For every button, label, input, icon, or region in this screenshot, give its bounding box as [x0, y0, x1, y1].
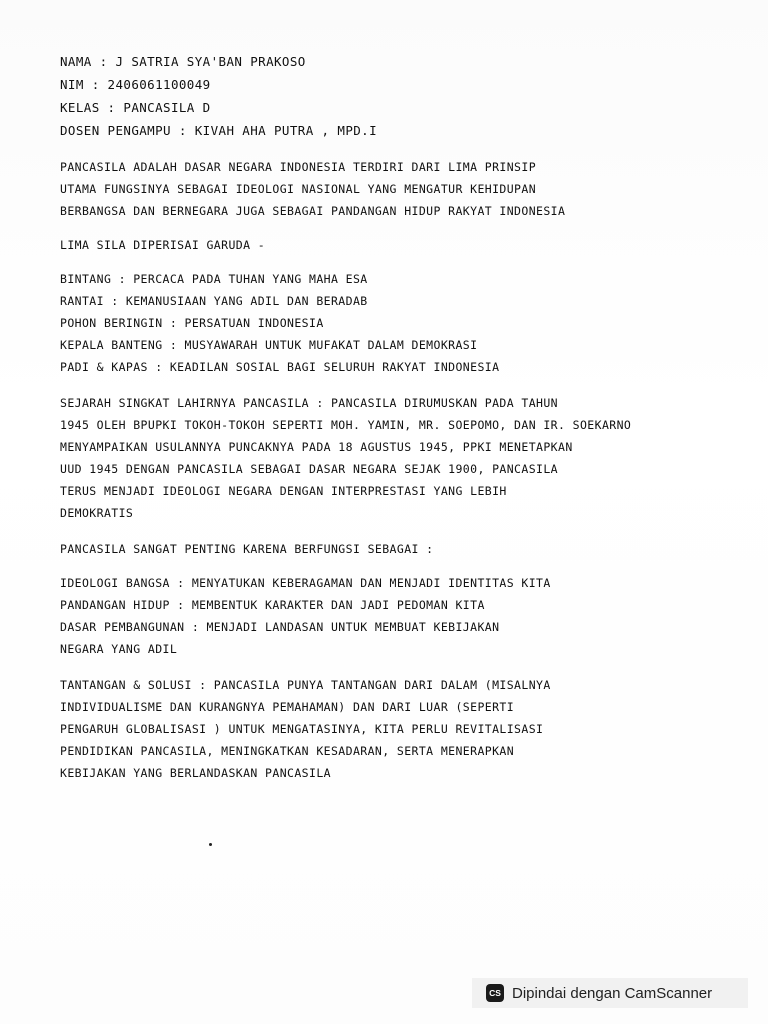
importance-heading-block	[60, 538, 720, 560]
lecturer: DOSEN PENGAMPU : KIVAH AHA PUTRA , MPD.I	[60, 123, 378, 138]
importance-heading: PANCASILA SANGAT PENTING KARENA BERFUNGSI SEBAGAI :	[60, 542, 434, 556]
importance-item: IDEOLOGI BANGSA : MENYATUKAN KEBERAGAMAN DAN MENJADI IDENTITAS KITA	[60, 576, 551, 590]
history-line: MENYAMPAIKAN USULANNYA PUNCAKNYA PADA 18 AGUSTUS 1945, PPKI MENETAPKAN	[60, 440, 573, 454]
importance-list	[60, 572, 720, 660]
intro-line: UTAMA FUNGSINYA SEBAGAI IDEOLOGI NASIONAL YANG MENGATUR KEHIDUPAN	[60, 182, 537, 196]
importance-item: PANDANGAN HIDUP : MEMBENTUK KARAKTER DAN JADI PEDOMAN KITA	[60, 598, 485, 612]
lima-sila-heading: LIMA SILA DIPERISAI GARUDA -	[60, 238, 266, 252]
challenges-paragraph	[60, 674, 720, 784]
intro-line: PANCASILA ADALAH DASAR NEGARA INDONESIA TERDIRI DARI LIMA PRINSIP	[60, 160, 537, 174]
history-paragraph	[60, 392, 720, 524]
student-nim: NIM : 2406061100049	[60, 77, 211, 92]
history-line: 1945 OLEH BPUPKI TOKOH-TOKOH SEPERTI MOH. YAMIN, MR. SOEPOMO, DAN IR. SOEKARNO	[60, 418, 632, 432]
history-line: TERUS MENJADI IDEOLOGI NEGARA DENGAN INTERPRESTASI YANG LEBIH	[60, 484, 507, 498]
challenges-line: TANTANGAN & SOLUSI : PANCASILA PUNYA TANTANGAN DARI DALAM (MISALNYA	[60, 678, 551, 692]
student-class: KELAS : PANCASILA D	[60, 100, 211, 115]
sila-item: BINTANG : PERCACA PADA TUHAN YANG MAHA ESA	[60, 272, 368, 286]
sila-list	[60, 268, 720, 378]
student-name: NAMA : J SATRIA SYA'BAN PRAKOSO	[60, 54, 306, 69]
lima-sila-heading-block	[60, 234, 720, 256]
history-line: UUD 1945 DENGAN PANCASILA SEBAGAI DASAR NEGARA SEJAK 1900, PANCASILA	[60, 462, 559, 476]
challenges-line: PENDIDIKAN PANCASILA, MENINGKATKAN KESADARAN, SERTA MENERAPKAN	[60, 744, 515, 758]
challenges-line: PENGARUH GLOBALISASI ) UNTUK MENGATASINYA, KITA PERLU REVITALISASI	[60, 722, 544, 736]
challenges-line: INDIVIDUALISME DAN KURANGNYA PEMAHAMAN) DAN DARI LUAR (SEPERTI	[60, 700, 515, 714]
ink-dot	[209, 843, 212, 846]
camscanner-text: Dipindai dengan CamScanner	[512, 984, 713, 1002]
history-line: DEMOKRATIS	[60, 506, 134, 520]
handwritten-content	[60, 50, 720, 784]
camscanner-watermark	[472, 978, 748, 1008]
sila-item: POHON BERINGIN : PERSATUAN INDONESIA	[60, 316, 324, 330]
sila-item: KEPALA BANTENG : MUSYAWARAH UNTUK MUFAKAT DALAM DEMOKRASI	[60, 338, 478, 352]
sila-item: RANTAI : KEMANUSIAAN YANG ADIL DAN BERADAB	[60, 294, 368, 308]
importance-item: DASAR PEMBANGUNAN : MENJADI LANDASAN UNTUK MEMBUAT KEBIJAKAN	[60, 620, 500, 634]
challenges-line: KEBIJAKAN YANG BERLANDASKAN PANCASILA	[60, 766, 331, 780]
student-info	[60, 50, 720, 142]
intro-paragraph	[60, 156, 720, 222]
importance-item: NEGARA YANG ADIL	[60, 642, 178, 656]
sila-item: PADI & KAPAS : KEADILAN SOSIAL BAGI SELURUH RAKYAT INDONESIA	[60, 360, 500, 374]
intro-line: BERBANGSA DAN BERNEGARA JUGA SEBAGAI PANDANGAN HIDUP RAKYAT INDONESIA	[60, 204, 566, 218]
history-line: SEJARAH SINGKAT LAHIRNYA PANCASILA : PANCASILA DIRUMUSKAN PADA TAHUN	[60, 396, 559, 410]
camscanner-icon: CS	[486, 984, 504, 1002]
